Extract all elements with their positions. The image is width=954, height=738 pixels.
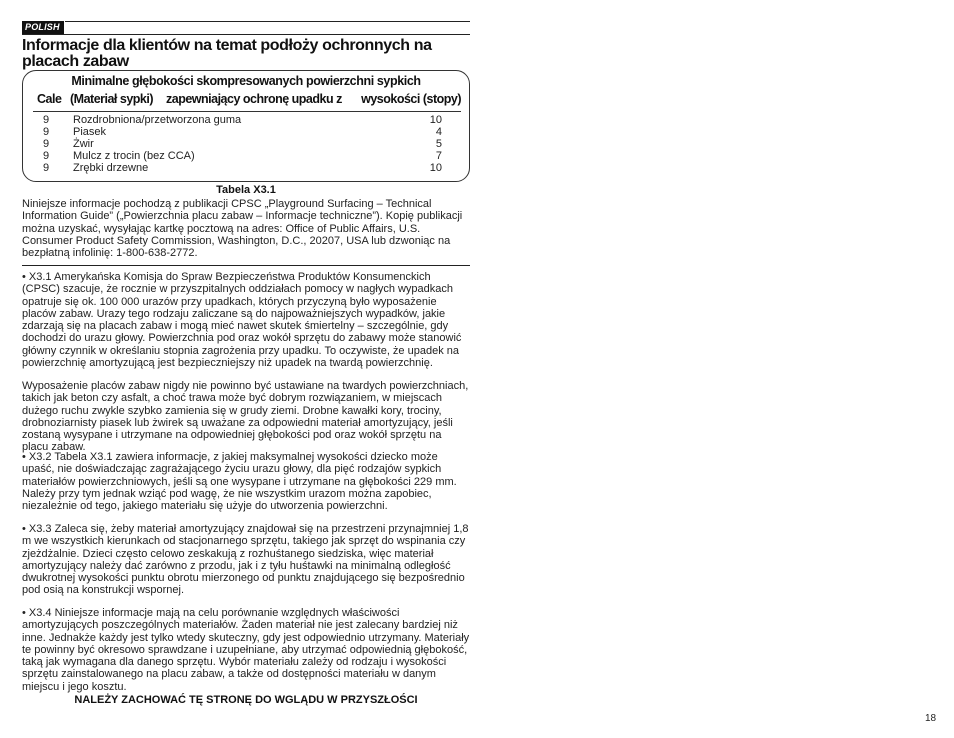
header-rule (65, 21, 470, 22)
cell-inches: 9 (42, 162, 50, 174)
cell-feet: 10 (429, 162, 442, 174)
cell-material: Mulcz z trocin (bez CCA) (73, 150, 195, 162)
table-row (23, 162, 469, 174)
cell-inches: 9 (42, 150, 50, 162)
cell-inches: 9 (42, 114, 50, 126)
paragraph-surfaces: Wyposażenie placów zabaw nigdy nie powinno być ustawiane na twardych powierzchniach, takich jak beton czy asfalt, a choć trawa może być dobrym rozwiązaniem, w miejscach dużego ruchu zwykle szybko zamienia się w grudy ziemi. Drobne kawałki kory, trociny, drobnoziarnisty piasek lub żwirek są uważane za odpowiedni materiał amortyzujący, jeśli zostaną wysypane i utrzymane na odpowiedniej głębokości pod oraz wokół sprzętu na placu zabaw. (22, 380, 469, 454)
cell-feet: 10 (429, 114, 442, 126)
footer-note: NALEŻY ZACHOWAĆ TĘ STRONĘ DO WGLĄDU W PRZYSZŁOŚCI (74, 694, 418, 706)
table-caption: Minimalne głębokości skompresowanych powierzchni sypkich (71, 74, 421, 88)
page-title: Informacje dla klientów na temat podłoży ochronnych na placach zabaw (22, 37, 432, 70)
paragraph-x3-1: • X3.1 Amerykańska Komisja do Spraw Bezpieczeństwa Produktów Konsumenckich (CPSC) szacuje, że rocznie w przyszpitalnych oddziałach pomocy w nagłych wypadkach opatruje się ok. 100 000 urazów przy upadkach, których przyczyną było wyposażenie placów zabaw. Urazy tego rodzaju zaliczane są do najpoważniejszych wypadków, jakie zdarzają się na placach zabaw i mogą mieć nawet skutek śmiertelny – szczególnie, gdy dochodzi do urazu głowy. Powierzchnia pod oraz wokół sprzętu do zabawy może stanowić główny czynnik w określaniu stopnia zagrożenia przy upadku. To oczywiste, że upadek na powierzchnię amortyzującą jest bezpieczniejszy niż upadek na twardą powierzchnię. (22, 271, 462, 370)
header-protect: zapewniający ochronę upadku z (166, 92, 342, 106)
table-body (23, 114, 469, 174)
surfacing-table (22, 70, 470, 182)
cell-material: Rozdrobniona/przetworzona guma (73, 114, 242, 126)
header-underline (22, 34, 470, 35)
page-number: 18 (925, 713, 937, 724)
paragraph-x3-2: • X3.2 Tabela X3.1 zawiera informacje, z jakiej maksymalnej wysokości dziecko może upaść, nie doświadczając zagrażającego życiu urazu głowy, dla pięć rodzajów sypkich materiałów powierzchniowych, jeśli są one wysypane i utrzymane na głębokości 229 mm. Należy przy tym jednak wziąć pod wagę, że nie wszystkim urazom można zapobiec, niezależnie od tego, jakiego materiału się użyje do utworzenia powierzchni. (22, 451, 457, 513)
table-row (23, 150, 469, 162)
header-inches: Cale (37, 92, 62, 106)
section-divider (22, 265, 470, 266)
cell-feet: 5 (435, 138, 442, 150)
cell-material: Żwir (73, 138, 94, 150)
source-paragraph: Niniejsze informacje pochodzą z publikacji CPSC „Playground Surfacing – Technical Information Guide” („Powierzchnia placu zabaw – Informacje techniczne”). Kopię publikacji można uzyskać, wysyłając kartkę pocztową na adres: Office of Public Affairs, U.S. Consumer Product Safety Commission, Washington, D.C., 20207, USA lub dzwoniąc na bezpłatną infolinię: 1-800-638-2772. (22, 198, 463, 260)
header-material: (Materiał sypki) (70, 92, 154, 106)
paragraph-x3-3: • X3.3 Zaleca się, żeby materiał amortyzujący znajdował się na przestrzeni przynajmniej 1,8 m we wszystkich kierunkach od stacjonarnego sprzętu, takiego jak sprzęt do wspinania czy zjeżdżalnie. Dzieci często celowo zeskakują z rozhuśtanego siedziska, więc materiał amortyzujący należy dać zarówno z przodu, jak i z tyłu huśtawki na minimalną odległość dwukrotnej wysokości punktu obrotu mierzonego od punktu znajdującego się bezpośrednio pod osią na konstrukcji wspornej. (22, 523, 469, 597)
paragraph-x3-4: • X3.4 Niniejsze informacje mają na celu porównanie względnych właściwości amortyzujących poszczególnych materiałów. Żaden materiał nie jest zalecany bardziej niż inne. Jednakże każdy jest tylko wtedy skuteczny, gdy jest odpowiednio utrzymany. Materiały te powinny być okresowo sprawdzane i uzupełniane, aby utrzymać odpowiednią głębokość, taką jak wymagana dla danego sprzętu. Wybór materiału zależy od rodzaju i wysokości sprzętu zainstalowanego na placu zabaw, a także od dostępności materiału w danym miejscu i jego kosztu. (22, 607, 470, 693)
cell-material: Zrębki drzewne (73, 162, 149, 174)
table-row (23, 114, 469, 126)
cell-inches: 9 (42, 138, 50, 150)
table-row (23, 138, 469, 150)
cell-feet: 7 (435, 150, 442, 162)
table-header-rule (33, 111, 461, 112)
language-tag: POLISH (22, 21, 64, 34)
cell-material: Piasek (73, 126, 107, 138)
table-row (23, 126, 469, 138)
table-header-row (33, 92, 461, 112)
cell-feet: 4 (435, 126, 442, 138)
cell-inches: 9 (42, 126, 50, 138)
header-height: wysokości (stopy) (361, 92, 461, 106)
table-label: Tabela X3.1 (216, 184, 276, 196)
